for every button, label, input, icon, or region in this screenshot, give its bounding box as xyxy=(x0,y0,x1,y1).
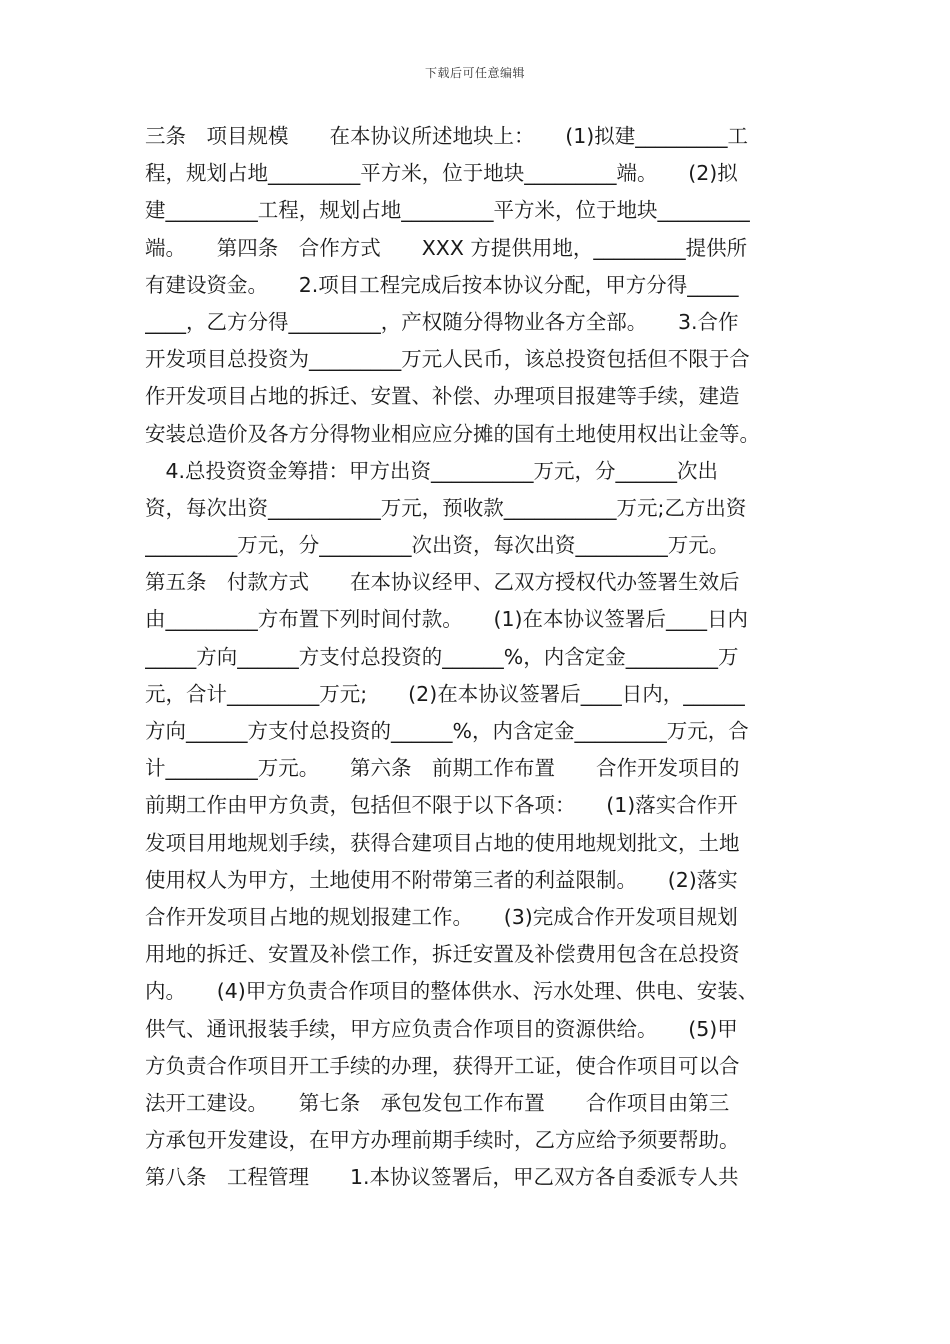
text-line: _________万元，分_________次出资，每次出资_________万元。 xyxy=(145,533,730,558)
text-line: 第五条 付款方式 在本协议经甲、乙双方授权代办签署生效后 xyxy=(145,570,740,595)
text-line: 4.总投资资金筹措：甲方出资__________万元，分______次出 xyxy=(145,458,719,483)
text-line: 合作开发项目占地的规划报建工作。 (3)完成合作开发项目规划 xyxy=(145,904,738,929)
text-line: 元，合计_________万元; (2)在本协议签署后____日内，______ xyxy=(145,681,745,706)
text-line: 端。 第四条 合作方式 XXX 方提供用地，_________提供所 xyxy=(145,235,748,260)
text-line: 由_________方布置下列时间付款。 (1)在本协议签署后____日内 xyxy=(145,607,749,632)
text-line: 资，每次出资___________万元，预收款___________万元;乙方出资 xyxy=(145,495,747,520)
text-line: 有建设资金。 2.项目工程完成后按本协议分配，甲方分得_____ xyxy=(145,272,739,297)
text-line: 发项目用地规划手续，获得合建项目占地的使用地规划批文，土地 xyxy=(145,830,740,855)
text-line: 用地的拆迁、安置及补偿工作，拆迁安置及补偿费用包含在总投资 xyxy=(145,942,740,967)
text-line: 作开发项目占地的拆迁、安置、补偿、办理项目报建等手续，建造 xyxy=(145,384,740,409)
text-line: 法开工建设。 第七条 承包发包工作布置 合作项目由第三 xyxy=(145,1090,730,1115)
contract-body xyxy=(145,118,810,1196)
text-line: 方负责合作项目开工手续的办理，获得开工证，使合作项目可以合 xyxy=(145,1053,740,1078)
text-line: 计_________万元。 第六条 前期工作布置 合作开发项目的 xyxy=(145,756,740,781)
text-line: 第八条 工程管理 1.本协议签署后，甲乙双方各自委派专人共 xyxy=(145,1165,739,1190)
text-line: 开发项目总投资为_________万元人民币，该总投资包括但不限于合 xyxy=(145,347,750,372)
page-header-note: 下载后可任意编辑 xyxy=(424,66,525,80)
text-line: 建_________工程，规划占地_________平方米，位于地块_________ xyxy=(145,198,750,223)
text-line: 内。 (4)甲方负责合作项目的整体供水、污水处理、供电、安装、 xyxy=(145,979,759,1004)
text-line: 供气、通讯报装手续，甲方应负责合作项目的资源供给。 (5)甲 xyxy=(145,1016,738,1041)
text-line: 使用权人为甲方，土地使用不附带第三者的利益限制。 (2)落实 xyxy=(145,867,738,892)
text-line: ____，乙方分得_________，产权随分得物业各方全部。 3.合作 xyxy=(145,309,739,334)
text-line: 方向______方支付总投资的______%，内含定金_________万元，合 xyxy=(145,719,749,743)
text-line: 三条 项目规模 在本协议所述地块上： (1)拟建_________工 xyxy=(145,124,749,148)
text-line: 安装总造价及各方分得物业相应应分摊的国有土地使用权出让金等。 xyxy=(145,421,760,446)
text-line: 程，规划占地_________平方米，位于地块_________端。 (2)拟 xyxy=(145,161,738,186)
text-line: 方承包开发建设，在甲方办理前期手续时，乙方应给予须要帮助。 xyxy=(145,1128,740,1153)
text-line: 前期工作由甲方负责，包括但不限于以下各项： (1)落实合作开 xyxy=(145,793,738,818)
text-line: _____方向______方支付总投资的______%，内含定金_________万 xyxy=(145,644,739,669)
